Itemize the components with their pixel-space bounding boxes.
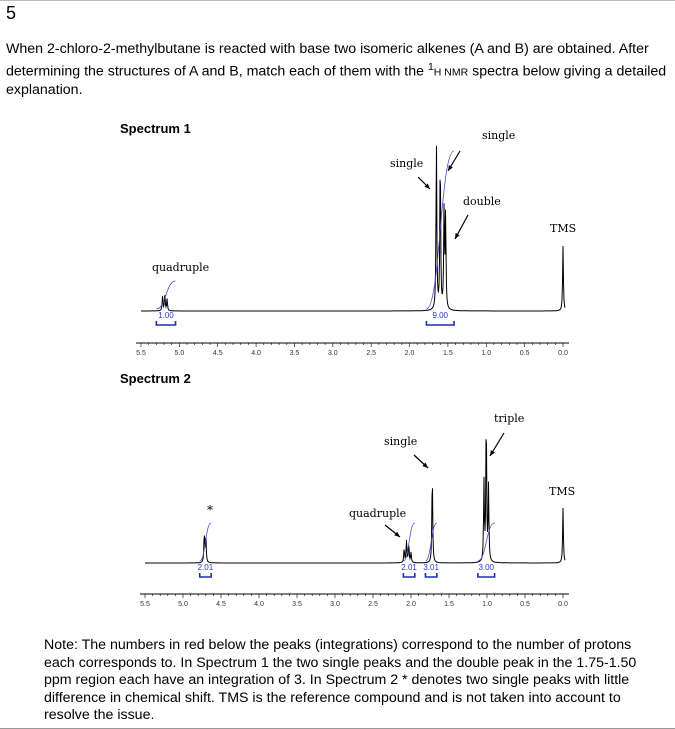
- tick-label: 2.0: [406, 601, 416, 608]
- integration-label: 3.01: [423, 563, 439, 572]
- tick-label: 4.5: [212, 350, 223, 357]
- integration-bracket: [426, 321, 454, 325]
- spectrum-trace: [145, 439, 565, 563]
- tick-label: 0.5: [520, 601, 530, 608]
- tick-label: 1.0: [481, 350, 492, 357]
- tick-label: 0.5: [519, 350, 530, 357]
- spectrum-1-title: Spectrum 1: [120, 121, 191, 136]
- integral-curve: [426, 151, 454, 309]
- integration-bracket: [425, 573, 436, 577]
- tick-label: 5.0: [174, 350, 185, 357]
- integration-label: 9.00: [432, 311, 449, 320]
- peak-annotation: triple: [494, 412, 525, 425]
- peak-annotation: quadruple: [152, 261, 210, 274]
- nmr-text: H NMR: [433, 66, 469, 79]
- tick-label: 1.5: [443, 350, 453, 357]
- tick-label: 4.5: [216, 601, 226, 608]
- question-number: 5: [6, 3, 17, 23]
- tick-label: 1.0: [482, 601, 492, 608]
- peak-annotation: single: [390, 157, 424, 170]
- tick-label: 5.5: [136, 350, 146, 357]
- text: When 2-chloro-2-methylbutane is reacted with base two isomeric alkenes (: [6, 41, 475, 57]
- tick-label: 3.0: [327, 350, 338, 357]
- note-text: Note: The numbers in red below the peaks (integrations) correspond to the number of protons each corresponds to. In Spectrum 1 the two single peaks and the double peak in the 1.75-1.50 ppm region each have an integration of 3. In Spectrum 2 * denotes two single peaks with little difference in chemical shift. TMS is the reference compound and is not taken into account to resolve the issue.: [44, 637, 637, 723]
- nmr-spectra: [0, 1, 675, 729]
- text: ) are obtained. After determining the structures of: [6, 41, 649, 80]
- spectrum-trace: [141, 146, 565, 311]
- peak-annotation: quadruple: [349, 507, 407, 520]
- compound-b: B: [514, 41, 525, 57]
- peak-annotation: single: [482, 129, 516, 142]
- tick-label: 2.5: [366, 350, 377, 357]
- tick-label: 5.5: [140, 601, 150, 608]
- superscript: 1: [427, 60, 434, 73]
- tick-label: 0.0: [558, 601, 568, 608]
- compound-a: A: [188, 63, 198, 80]
- integration-label: 1.00: [158, 311, 174, 320]
- text: and: [483, 41, 515, 57]
- tick-label: 3.0: [330, 601, 340, 608]
- integration-label: 2.01: [197, 563, 214, 572]
- integral-curve: [478, 523, 495, 561]
- tick-label: 3.5: [292, 601, 302, 608]
- integration-label: 2.01: [401, 563, 417, 572]
- peak-annotation: *: [207, 503, 213, 517]
- text: spectra below giving a detailed explanation.: [6, 63, 667, 98]
- integral-curve: [200, 523, 211, 561]
- peak-annotation: TMS: [549, 485, 576, 498]
- tick-label: 0.0: [558, 350, 568, 357]
- tick-label: 2.0: [404, 350, 415, 357]
- text: and: [197, 63, 230, 80]
- peak-annotation: single: [384, 435, 418, 448]
- tick-label: 3.5: [289, 350, 300, 357]
- integration-label: 3.00: [478, 563, 495, 572]
- tick-label: 4.0: [251, 350, 261, 357]
- compound-a: A: [474, 41, 484, 57]
- tick-label: 1.5: [444, 601, 454, 608]
- integration-bracket: [478, 573, 495, 577]
- peak-annotation: double: [463, 195, 501, 208]
- spectrum-2-title: Spectrum 2: [120, 371, 191, 386]
- integration-bracket: [403, 573, 414, 577]
- compound-b: B: [229, 63, 239, 80]
- integration-bracket: [156, 321, 175, 325]
- tick-label: 5.0: [178, 601, 188, 608]
- peak-annotation: TMS: [550, 222, 577, 235]
- tick-label: 2.5: [368, 601, 378, 608]
- tick-label: 4.0: [254, 601, 264, 608]
- integration-bracket: [200, 573, 211, 577]
- text: , match each of them with the: [238, 63, 428, 80]
